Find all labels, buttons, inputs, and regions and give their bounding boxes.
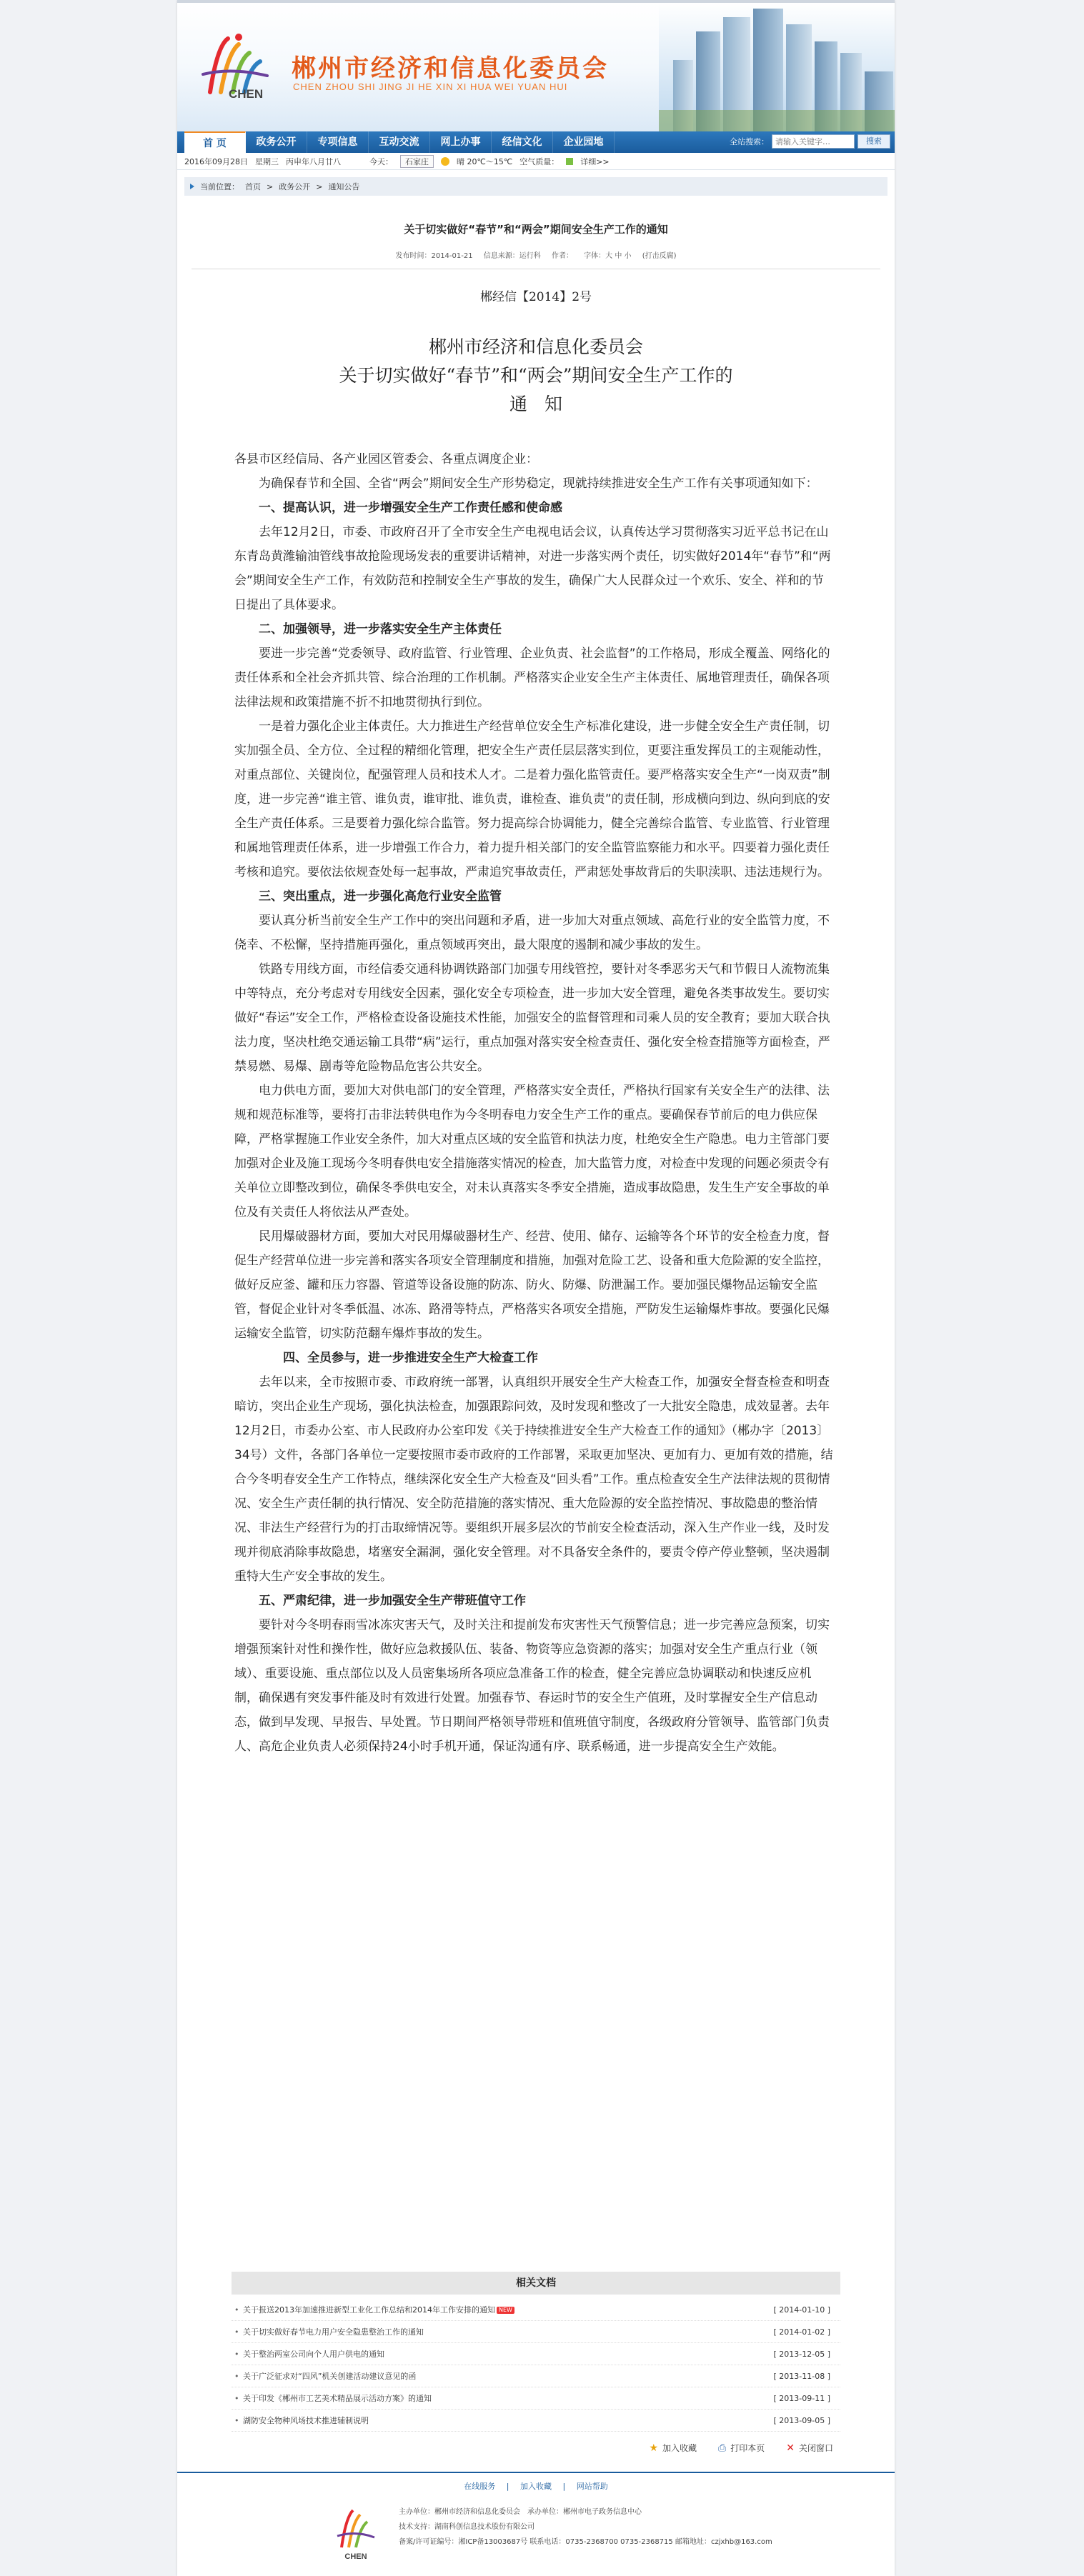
close-window-button[interactable] bbox=[786, 2442, 833, 2454]
footer-links bbox=[177, 2480, 895, 2492]
related-item[interactable] bbox=[232, 2387, 840, 2410]
related-item-date: [ 2013-11-08 ] bbox=[773, 2372, 830, 2381]
search-label: 全站搜索： bbox=[730, 137, 769, 146]
related-item-title[interactable] bbox=[232, 2321, 424, 2342]
breadcrumb-sep: > bbox=[267, 181, 274, 191]
breadcrumb-arrow-icon bbox=[190, 184, 194, 189]
breadcrumb-gov-affairs[interactable]: 政务公开 bbox=[279, 182, 311, 191]
section-heading: 四、全员参与，进一步推进安全生产大检查工作 bbox=[283, 1351, 538, 1365]
font-size-switch[interactable]: 字体：大 中 小 bbox=[584, 252, 632, 260]
info-bar bbox=[177, 153, 895, 170]
related-item-title-text: 关于报送2013年加速推进新型工业化工作总结和2014年工作安排的通知 bbox=[243, 2305, 495, 2315]
breadcrumb-label: 当前位置： bbox=[200, 182, 239, 191]
related-item-title-text: 关于印发《郴州市工艺美术精品展示活动方案》的通知 bbox=[243, 2394, 432, 2403]
paragraph: 要认真分析当前安全生产工作中的突出问题和矛盾，进一步加大对重点领域、高危行业的安全监管力度，不侥幸、不松懈，坚持措施再强化，重点领域再突出，最大限度的遏制和减少事故的发生。 bbox=[234, 914, 830, 952]
related-item-title-text: 湖防安全物种风场技术推进辅制说明 bbox=[243, 2416, 369, 2425]
page-tools bbox=[232, 2442, 840, 2454]
nav-item-interaction[interactable]: 互动交流 bbox=[369, 131, 430, 153]
search-input[interactable] bbox=[772, 134, 855, 149]
search-button[interactable]: 搜索 bbox=[857, 134, 890, 149]
related-item-title[interactable] bbox=[232, 2365, 416, 2387]
related-item[interactable] bbox=[232, 2365, 840, 2387]
new-badge: NEW bbox=[497, 2307, 514, 2314]
publish-time: 发布时间：2014-01-21 bbox=[395, 252, 473, 260]
footer-logo-icon bbox=[334, 2505, 377, 2562]
nav-item-gov-affairs[interactable]: 政务公开 bbox=[246, 131, 307, 153]
breadcrumb-notices[interactable]: 通知公告 bbox=[328, 182, 360, 191]
document-number: 郴经信【2014】2号 bbox=[479, 290, 592, 304]
article-title: 关于切实做好“春节”和“两会”期间安全生产工作的通知 bbox=[404, 223, 668, 236]
site-search bbox=[730, 134, 890, 149]
site-subtitle: CHEN ZHOU SHI JING JI HE XIN XI HUA WEI YUAN HUI bbox=[293, 81, 568, 92]
add-favorite-button[interactable] bbox=[649, 2442, 697, 2454]
paragraph: 各县市区经信局、各产业园区管委会、各重点调度企业： bbox=[234, 452, 538, 466]
paragraph: 一是着力强化企业主体责任。大力推进生产经营单位安全生产标准化建设，进一步健全安全生产责任制，切实加强全员、全方位、全过程的精细化管理，把安全生产责任层层落实到位，更要注重发挥员工的主观能动性，对重点部位、关键岗位，配强管理人员和技术人才。二是着力强化监管责任。要严格落实安全生产“一岗双责”制度，进一步完善“谁主管、谁负责，谁审批、谁负责，谁检查、谁负责”的责任制，形成横向到边、纵向到底的安全生产责任体系。三是要着力强化综合监管。努力提高综合协调能力，健全完善综合监管、专业监管、行业管理和属地管理责任体系，进一步增强工作合力，着力提升相关部门的安全监管监察能力和水平。四要着力强化责任考核和追究。要依法依规查处每一起事故，严肃追究事故责任，严肃惩处事故背后的失职渎职、违法违规行为。 bbox=[234, 719, 830, 879]
related-item[interactable] bbox=[232, 2299, 840, 2321]
footer-sep: | bbox=[506, 2482, 509, 2491]
site-title: 郴州市经济和信息化委员会 bbox=[292, 54, 609, 83]
footer-link-help[interactable]: 网站帮助 bbox=[576, 2482, 608, 2491]
related-item-date: [ 2013-12-05 ] bbox=[773, 2350, 830, 2359]
footer-link-online-service[interactable]: 在线服务 bbox=[464, 2482, 496, 2491]
main-nav bbox=[177, 131, 895, 153]
close-icon: ✕ bbox=[786, 2442, 795, 2454]
city-select[interactable]: 石家庄 bbox=[400, 155, 434, 168]
author: 作者： bbox=[551, 252, 573, 260]
article bbox=[177, 221, 895, 1759]
related-item-date: [ 2014-01-10 ] bbox=[773, 2305, 830, 2315]
heading-notice: 通知 bbox=[509, 394, 580, 414]
weather-text: 晴 20℃～15℃ bbox=[457, 156, 513, 166]
meta-extra-link[interactable]: (打击反腐) bbox=[642, 252, 677, 260]
related-documents bbox=[232, 2272, 840, 2454]
document-heading bbox=[234, 333, 837, 419]
air-quality-label: 空气质量： bbox=[519, 156, 560, 166]
section-heading: 三、突出重点，进一步强化高危行业安全监管 bbox=[259, 889, 502, 904]
related-item-title-text: 关于广泛征求对“四风”机关创建活动建议意见的函 bbox=[243, 2372, 417, 2381]
printer-icon: ⎙ bbox=[718, 2442, 727, 2454]
breadcrumb-home[interactable]: 首页 bbox=[245, 182, 261, 191]
footer-record: 备案/许可证编号：湘ICP备13003687号 联系电话：0735-2368700 0735-2368715 邮箱地址：czjxhb@163.com bbox=[399, 2538, 772, 2546]
related-item-date: [ 2013-09-05 ] bbox=[773, 2416, 830, 2425]
city-skyline-image bbox=[659, 3, 895, 131]
footer-link-favorite[interactable]: 加入收藏 bbox=[520, 2482, 552, 2491]
heading-issuer: 郴州市经济和信息化委员会 bbox=[428, 336, 643, 357]
breadcrumb-sep: > bbox=[316, 181, 323, 191]
related-item[interactable] bbox=[232, 2321, 840, 2343]
paragraph: 民用爆破器材方面，要加大对民用爆破器材生产、经营、使用、储存、运输等各个环节的安全检查力度，督促生产经营单位进一步完善和落实各项安全管理制度和措施，加强对危险工艺、设备和重大危险源的安全监控，做好反应釜、罐和压力容器、管道等设备设施的防冻、防火、防爆、防泄漏工作。要加强民爆物品运输安全监管，督促企业针对冬季低温、冰冻、路滑等特点，严格落实各项安全措施，严防发生运输爆炸事故。要强化民爆运输安全监管，切实防范翻车爆炸事故的发生。 bbox=[234, 1229, 830, 1341]
related-item-title[interactable] bbox=[232, 2343, 384, 2365]
site-banner bbox=[177, 3, 895, 131]
related-item-title[interactable] bbox=[232, 2387, 432, 2409]
paragraph: 铁路专用线方面，市经信委交通科协调铁路部门加强专用线管控，要针对冬季恶劣天气和节假日人流物流集中等特点，充分考虑对专用线安全因素，强化安全专项检查，进一步加大安全管理，避免各类事故发生。要切实做好“春运”安全工作，严格检查设备设施技术性能，加强安全的监督管理和司乘人员的安全教育；要加大联合执法力度，坚决杜绝交通运输工具带“病”运行，重点加强对落实安全检查责任、强化安全检查措施等方面检查，严禁易燃、易爆、剧毒等危险物品危害公共安全。 bbox=[234, 962, 830, 1074]
paragraph: 为确保春节和全国、全省“两会”期间安全生产形势稳定，现就持续推进安全生产工作有关事项通知如下： bbox=[259, 476, 818, 491]
footer-logo-text: CHEN bbox=[344, 2552, 367, 2561]
nav-item-online-service[interactable]: 网上办事 bbox=[430, 131, 492, 153]
sun-icon bbox=[441, 157, 449, 166]
related-item-title[interactable] bbox=[232, 2299, 514, 2320]
weekday-text: 星期三 bbox=[255, 156, 279, 166]
section-heading: 二、加强领导，进一步落实安全生产主体责任 bbox=[259, 622, 502, 636]
nav-item-enterprise[interactable]: 企业园地 bbox=[553, 131, 615, 153]
related-list bbox=[232, 2295, 840, 2432]
related-title: 相关文档 bbox=[232, 2272, 840, 2295]
related-item-date: [ 2013-09-11 ] bbox=[773, 2394, 830, 2403]
print-label: 打印本页 bbox=[730, 2443, 765, 2453]
related-item-title-text: 关于切实做好春节电力用户安全隐患整治工作的通知 bbox=[243, 2327, 424, 2337]
heading-subject: 关于切实做好“春节”和“两会”期间安全生产工作的 bbox=[339, 365, 733, 386]
paragraph: 去年以来，全市按照市委、市政府统一部署，认真组织开展安全生产大检查工作，加强安全督查检查和明查暗访，突出企业生产现场，强化执法检查，加强跟踪问效，及时发现和整改了一大批安全隐患，成效显著。去年12月2日，市委办公室、市人民政府办公室印发《关于持续推进安全生产大检查工作的通知》（郴办字〔2013〕34号）文件，各部门各单位一定要按照市委市政府的工作部署，采取更加坚决、更加有力、更加有效的措施，结合今冬明春安全生产工作特点，继续深化安全生产大检查及“回头看”工作。重点检查安全生产法律法规的贯彻情况、安全生产责任制的执行情况、安全防范措施的落实情况、重大危险源的安全监控情况、事故隐患的整治情况、非法生产经营行为的打击取缔情况等。要组织开展多层次的节前安全检查活动，深入生产作业一线，及时发现并彻底消除事故隐患，堵塞安全漏洞，强化安全管理。对不具备安全条件的，要责令停产停业整顿，坚决遏制重特大生产安全事故的发生。 bbox=[234, 1375, 833, 1584]
article-meta bbox=[192, 249, 880, 269]
nav-item-culture[interactable]: 经信文化 bbox=[492, 131, 553, 153]
footer-sep: | bbox=[562, 2482, 566, 2491]
nav-item-home[interactable]: 首 页 bbox=[184, 131, 246, 153]
today-label: 今天： bbox=[369, 156, 393, 166]
footer-info bbox=[399, 2505, 772, 2550]
site-footer bbox=[177, 2472, 895, 2570]
star-icon: ★ bbox=[649, 2442, 659, 2454]
section-heading: 五、严肃纪律，进一步加强安全生产带班值守工作 bbox=[259, 1594, 526, 1608]
related-item[interactable] bbox=[232, 2410, 840, 2432]
paragraph: 去年12月2日，市委、市政府召开了全市安全生产电视电话会议，认真传达学习贯彻落实习近平总书记在山东青岛黄潍输油管线事故抢险现场发表的重要讲话精神，对进一步落实两个责任，切实做好2014年“春节”和“两会”期间安全生产工作，有效防范和控制安全生产事故的发生，确保广大人民群众过一个欢乐、安全、祥和的节日提出了具体要求。 bbox=[234, 525, 831, 612]
paragraph: 要进一步完善“党委领导、政府监管、行业管理、企业负责、社会监督”的工作格局，形成全覆盖、网络化的责任体系和全社会齐抓共管、综合治理的工作机制。严格落实企业安全生产主体责任、属地管理责任，确保各项法律法规和政策措施不折不扣地贯彻执行到位。 bbox=[234, 647, 830, 709]
breadcrumb bbox=[184, 177, 887, 196]
weather-detail-link[interactable]: 详细>> bbox=[580, 156, 610, 166]
paragraph: 要针对今冬明春雨雪冰冻灾害天气，及时关注和提前发布灾害性天气预警信息；进一步完善应急预案，切实增强预案针对性和操作性，做好应急救援队伍、装备、物资等应急资源的落实；加强对安全生产重点行业（领域）、重要设施、重点部位以及人员密集场所各项应急准备工作的检查，健全完善应急协调联动和快速反应机制，确保遇有突发事件能及时有效进行处置。加强春节、春运时节的安全生产值班，及时掌握安全生产信息动态，做到早发现、早报告、早处置。节日期间严格领导带班和值班值守制度，各级政府分管领导、监管部门负责人、高危企业负责人必须保持24小时手机开通，保证沟通有序、联系畅通，进一步提高安全生产效能。 bbox=[234, 1618, 830, 1754]
paragraph: 电力供电方面，要加大对供电部门的安全管理，严格落实安全责任，严格执行国家有关安全生产的法律、法规和规范标准等，要将打击非法转供电作为今冬明春电力安全生产工作的重点。要确保春节前后的电力供应保障，严格掌握施工作业安全条件，加大对重点区域的安全监管和执法力度，杜绝安全生产隐患。电力主管部门要加强对企业及施工现场今冬明春供电安全措施落实情况的检查，加大监管力度，对检查中发现的问题必须责令有关单位立即整改到位，确保冬季供电安全，对未认真落实冬季安全措施，造成事故隐患，发生生产安全事故的单位及有关责任人将依法从严查处。 bbox=[234, 1084, 830, 1219]
section-heading: 一、提高认识，进一步增强安全生产工作责任感和使命感 bbox=[259, 501, 562, 515]
add-favorite-label: 加入收藏 bbox=[662, 2443, 697, 2453]
footer-tech-support: 技术支持：湖南科创信息技术股份有限公司 bbox=[399, 2523, 534, 2531]
air-quality-icon bbox=[566, 158, 573, 165]
date-text: 2016年09月28日 bbox=[184, 156, 248, 166]
related-item[interactable] bbox=[232, 2343, 840, 2365]
print-button[interactable] bbox=[718, 2442, 765, 2454]
logo-text: CHEN bbox=[229, 87, 264, 101]
related-item-date: [ 2014-01-02 ] bbox=[773, 2327, 830, 2337]
related-item-title[interactable] bbox=[232, 2410, 369, 2431]
footer-organizer: 主办单位：郴州市经济和信息化委员会 承办单位：郴州市电子政务信息中心 bbox=[399, 2508, 642, 2516]
info-source: 信息来源：运行科 bbox=[483, 252, 541, 260]
article-body bbox=[234, 447, 835, 1759]
lunar-date-text: 丙申年八月廿八 bbox=[286, 156, 341, 166]
close-label: 关闭窗口 bbox=[798, 2443, 833, 2453]
related-item-title-text: 关于整治两室公司向个人用户供电的通知 bbox=[243, 2350, 384, 2359]
nav-item-special-info[interactable]: 专项信息 bbox=[307, 131, 369, 153]
page-container bbox=[177, 0, 895, 2576]
